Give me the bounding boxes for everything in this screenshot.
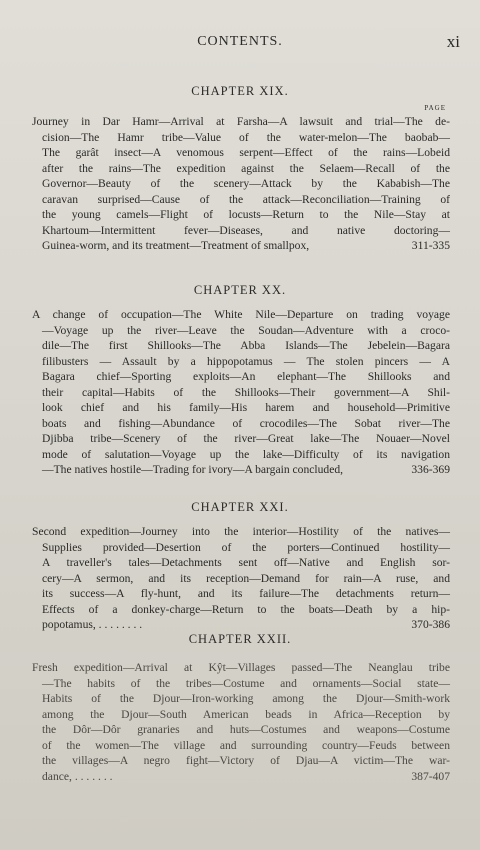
chapter-summary [32, 307, 450, 478]
summary-line: after the rains—The expedition against the Selaem—Recall of the [42, 161, 450, 175]
chapter-heading: CHAPTER XXII. [188, 632, 292, 646]
summary-line: the young camels—Flight of locusts—Return to the Nile—Stay at [42, 208, 450, 221]
summary-line: Fresh expedition—Arrival at Kŷt—Villages passed—The Neanglau tribe [32, 661, 450, 674]
summary-line: filibusters — Assault by a hippopotamus — The stolen pincers — A [42, 354, 450, 368]
summary-line: look chief and his family—His harem and household—Primitive [42, 401, 450, 414]
summary-line: its success—A fly-hunt, and its failure—The detachments return— [42, 587, 450, 600]
summary-line: Journey in Dar Hamr—Arrival at Farsha—A lawsuit and trial—The de- [32, 115, 450, 128]
summary-line: the villages—A negro fight—Victory of Djau—A victim—The war- [42, 754, 450, 767]
summary-line: the Dôr—Dôr granaries and huts—Costumes and weapons—Costume [42, 723, 450, 736]
summary-line: mode of salutation—Voyage up the lake—Difficulty of its navigation [42, 447, 450, 461]
summary-line: —Voyage up the river—Leave the Soudan—Adventure with a croco- [42, 323, 450, 337]
page-range: 370-386 [411, 618, 450, 631]
page-range: 336-369 [411, 463, 450, 476]
summary-line: Supplies provided—Desertion of the porters—Continued hostility— [42, 540, 450, 554]
summary-line: The garât insect—A venomous serpent—Effect of the rains—Lobeid [42, 146, 450, 159]
summary-line-last [32, 462, 450, 478]
summary-line: Guinea-worm, and its treatment—Treatment of smallpox, [42, 239, 310, 252]
chapter-summary [32, 524, 450, 633]
page-number: xi [446, 32, 460, 51]
page-column-label: PAGE [424, 104, 446, 112]
summary-line: their capital—Habits of the Shillooks—Their government—A Shil- [42, 385, 450, 399]
summary-line: caravan surprised—Cause of the attack—Reconciliation—Training of [42, 192, 450, 206]
summary-line-last [32, 617, 450, 633]
summary-line: Governor—Beauty of the scenery—Attack by the Kababish—The [42, 177, 450, 190]
summary-line: cision—The Hamr tribe—Value of the water-melon—The baobab— [42, 130, 450, 144]
summary-line: A change of occupation—The White Nile—Departure on trading voyage [32, 308, 450, 321]
summary-line: Khartoum—Intermittent fever—Diseases, and native doctoring— [42, 223, 450, 237]
chapter-heading: CHAPTER XIX. [191, 84, 289, 98]
summary-line: dance, . . . . . . . [42, 769, 113, 783]
running-head [0, 34, 480, 54]
chapter-heading: CHAPTER XXI. [191, 500, 289, 514]
summary-line: Bagara chief—Sporting exploits—An elephant—The Shillooks and [42, 370, 450, 383]
summary-line: Second expedition—Journey into the interior—Hostility of the natives— [32, 525, 450, 538]
summary-line: boats and fishing—Abundance of crocodiles—The Sobat river—The [42, 416, 450, 430]
summary-line-last [32, 238, 450, 254]
summary-line: —The natives hostile—Trading for ivory—A bargain concluded, [42, 463, 344, 476]
summary-line: popotamus, . . . . . . . . [42, 618, 143, 631]
summary-line: A traveller's tales—Detachments sent off—Native and English sor- [42, 556, 450, 569]
page-range: 311-335 [411, 239, 450, 252]
chapter-heading: CHAPTER XX. [193, 283, 287, 297]
summary-line: cery—A sermon, and its reception—Demand for rain—A ruse, and [42, 571, 450, 585]
summary-line: dile—The first Shillooks—The Abba Islands—The Jebelein—Bagara [42, 339, 450, 352]
chapter-summary [32, 660, 450, 784]
summary-line: among the Djour—South American beads in Africa—Reception by [42, 707, 450, 721]
summary-line: Djibba tribe—Scenery of the river—Great lake—The Nouaer—Novel [42, 432, 450, 445]
summary-line: Effects of a donkey-charge—Return to the boats—Death by a hip- [42, 602, 450, 616]
summary-line: —The habits of the tribes—Costume and ornaments—Social state— [42, 676, 450, 690]
summary-line: of the women—The village and surrounding country—Feuds between [42, 738, 450, 752]
summary-line-last [32, 769, 450, 785]
summary-line: Habits of the Djour—Iron-working among the Djour—Smith-work [42, 692, 450, 705]
page-range: 387-407 [411, 769, 450, 783]
chapter-summary [32, 114, 450, 254]
running-head-title: CONTENTS. [197, 34, 283, 49]
